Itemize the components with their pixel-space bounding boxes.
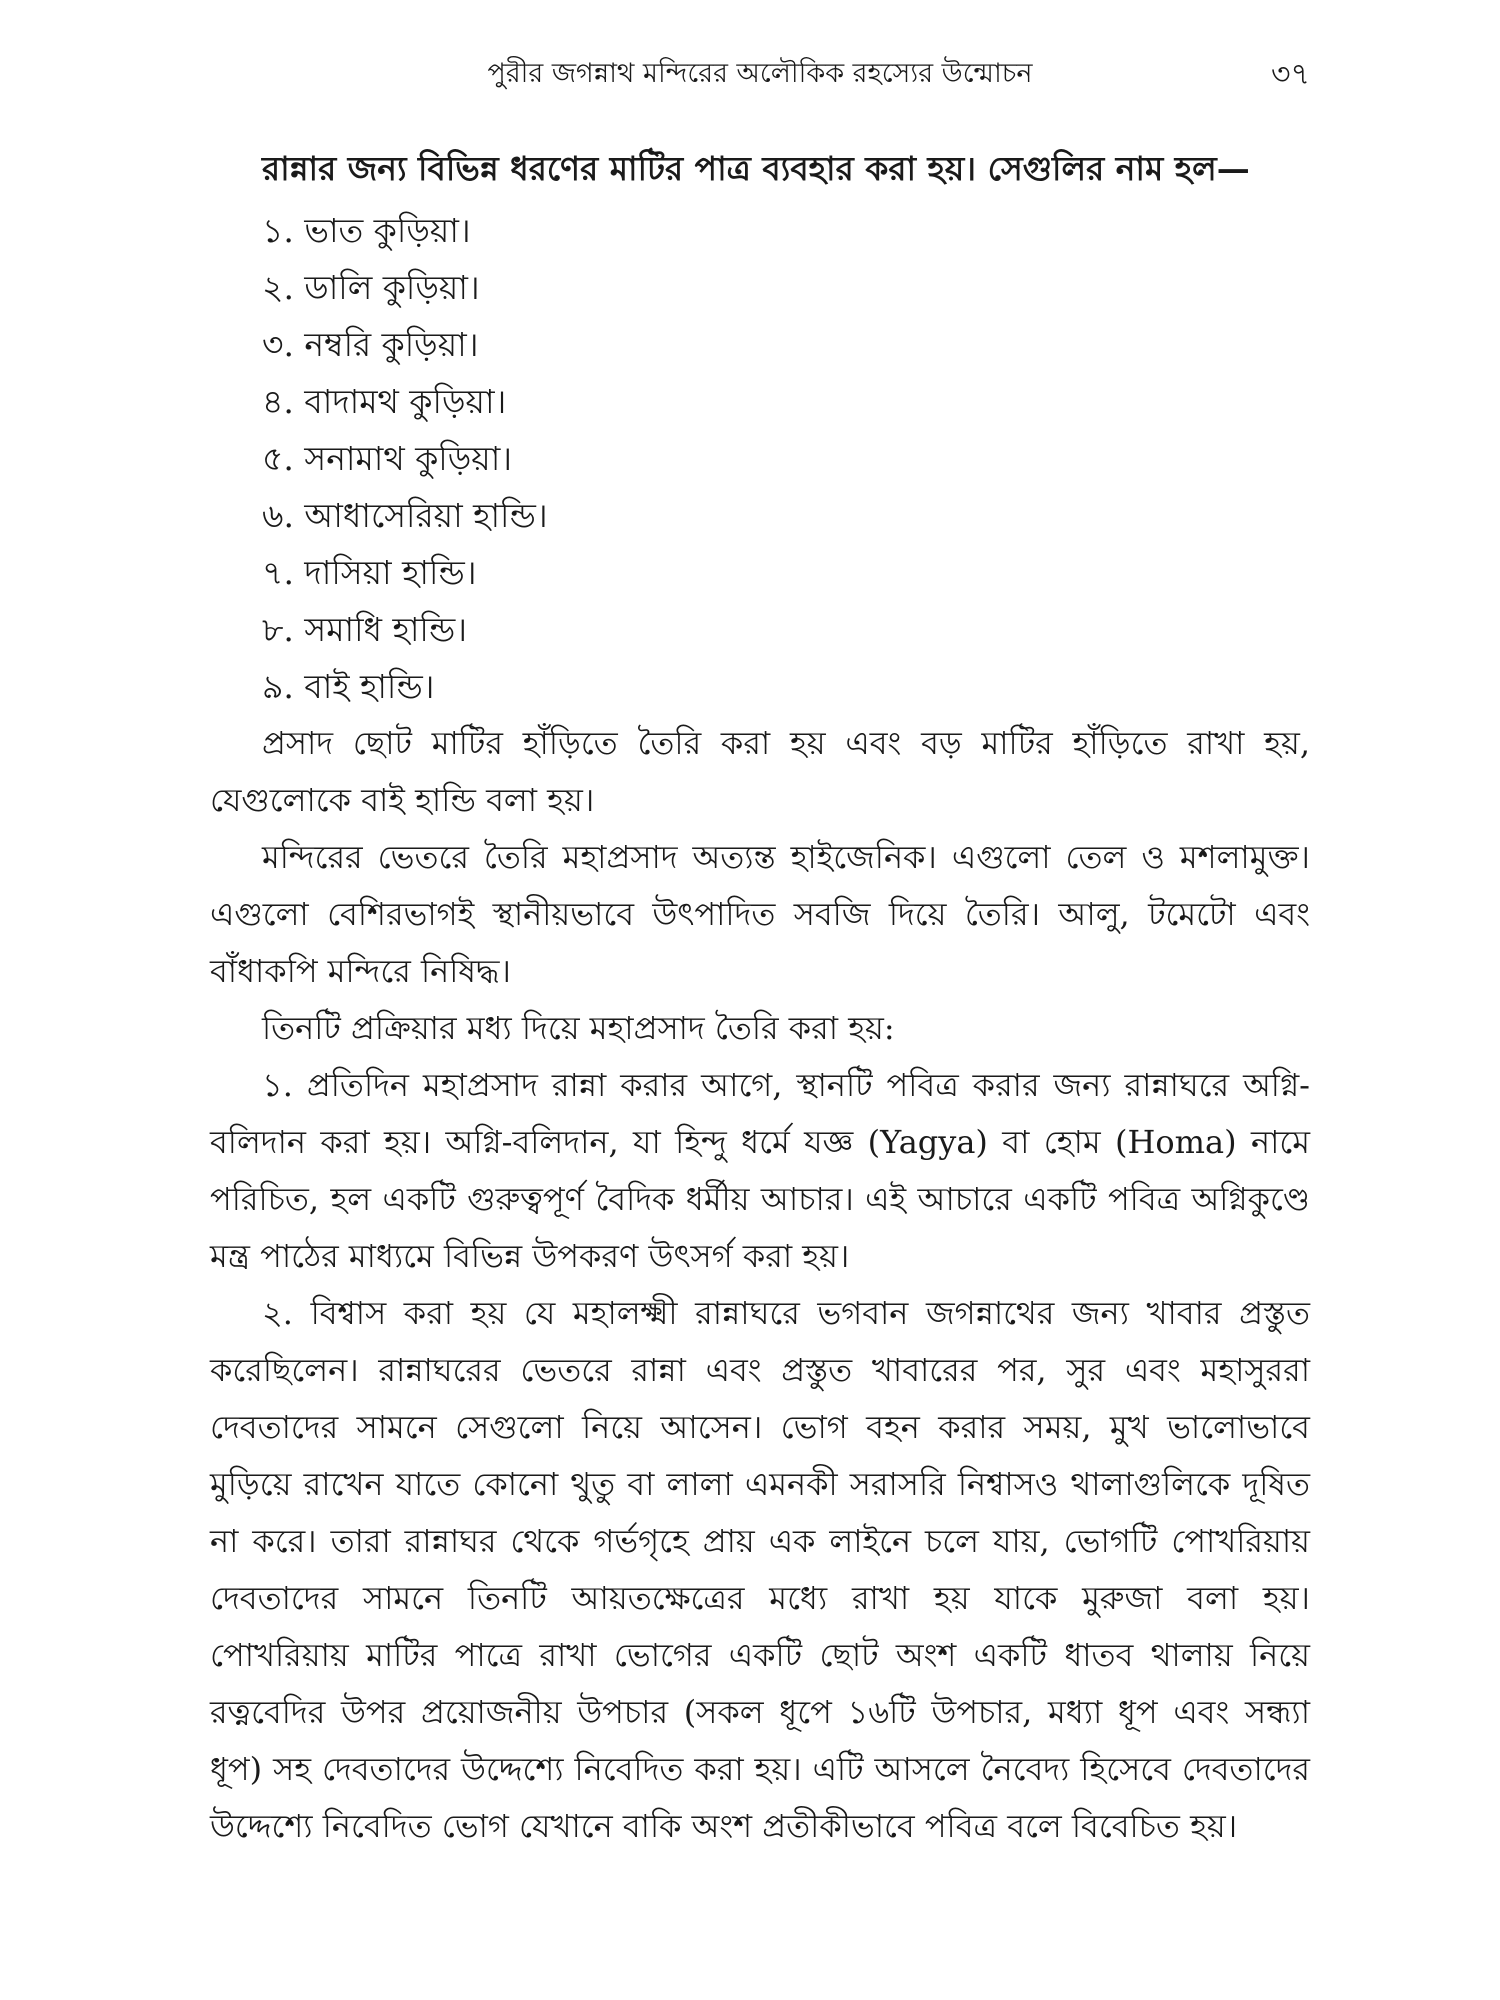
page-content	[210, 140, 1310, 1855]
page-number: ৩৭	[1270, 56, 1310, 92]
pot-list	[210, 202, 1310, 715]
body-paragraph: প্রসাদ ছোট মাটির হাঁড়িতে তৈরি করা হয় এবং বড় মাটির হাঁড়িতে রাখা হয়, যেগুলোকে বাই হান্ডি বলা হয়।	[210, 724, 1310, 819]
body-paragraph: ২. বিশ্বাস করা হয় যে মহালক্ষ্মী রান্নাঘরে ভগবান জগন্নাথের জন্য খাবার প্রস্তুত করেছিলেন। রান্নাঘরের ভেতরে রান্না এবং প্রস্তুত খাবারের পর, সুর এবং মহাসুররা দেবতাদের সামনে সেগুলো নিয়ে আসেন। ভোগ বহন করার সময়, মুখ ভালোভাবে মুড়িয়ে রাখেন যাতে কোনো থুতু বা লালা এমনকী সরাসরি নিশ্বাসও থালাগুলিকে দূষিত না করে। তারা রান্নাঘর থেকে গর্ভগৃহে প্রায় এক লাইনে চলে যায়, ভোগটি পোখরিয়ায় দেবতাদের সামনে তিনটি আয়তক্ষেত্রের মধ্যে রাখা হয় যাকে মুরুজা বলা হয়। পোখরিয়ায় মাটির পাত্রে রাখা ভোগের একটি ছোট অংশ একটি ধাতব থালায় নিয়ে রত্নবেদির উপর প্রয়োজনীয় উপচার (সকল ধূপে ১৬টি উপচার, মধ্যা ধূপ এবং সন্ধ্যা ধূপ) সহ দেবতাদের উদ্দেশ্যে নিবেদিত করা হয়। এটি আসলে নৈবেদ্য হিসেবে দেবতাদের উদ্দেশ্যে নিবেদিত ভোগ যেখানে বাকি অংশ প্রতীকীভাবে পবিত্র বলে বিবেচিত হয়।	[210, 1294, 1310, 1845]
list-item: ৫. সনামাথ কুড়িয়া।	[262, 439, 513, 478]
list-item: ১. ভাত কুড়িয়া।	[262, 211, 471, 250]
list-item: ৮. সমাধি হান্ডি।	[262, 610, 468, 649]
list-item: ৩. নম্বরি কুড়িয়া।	[262, 325, 479, 364]
list-item: ৯. বাই হান্ডি।	[262, 667, 435, 706]
list-item: ৪. বাদামথ কুড়িয়া।	[262, 382, 507, 421]
body-paragraph: ১. প্রতিদিন মহাপ্রসাদ রান্না করার আগে, স্থানটি পবিত্র করার জন্য রান্নাঘরে অগ্নি-বলিদান করা হয়। অগ্নি-বলিদান, যা হিন্দু ধর্মে যজ্ঞ (Yagya) বা হোম (Homa) নামে পরিচিত, হল একটি গুরুত্বপূর্ণ বৈদিক ধর্মীয় আচার। এই আচারে একটি পবিত্র অগ্নিকুণ্ডে মন্ত্র পাঠের মাধ্যমে বিভিন্ন উপকরণ উৎসর্গ করা হয়।	[210, 1066, 1310, 1275]
list-item: ২. ডালি কুড়িয়া।	[262, 268, 480, 307]
running-header: পুরীর জগন্নাথ মন্দিরের অলৌকিক রহস্যের উন্মোচন	[487, 57, 1033, 89]
lead-paragraph: রান্নার জন্য বিভিন্ন ধরণের মাটির পাত্র ব্যবহার করা হয়। সেগুলির নাম হল—	[262, 149, 1250, 188]
body-paragraph: মন্দিরের ভেতরে তৈরি মহাপ্রসাদ অত্যন্ত হাইজেনিক। এগুলো তেল ও মশলামুক্ত। এগুলো বেশিরভাগই স্থানীয়ভাবে উৎপাদিত সবজি দিয়ে তৈরি। আলু, টমেটো এবং বাঁধাকপি মন্দিরে নিষিদ্ধ।	[210, 838, 1310, 990]
list-item: ৭. দাসিয়া হান্ডি।	[262, 553, 477, 592]
body-paragraph: তিনটি প্রক্রিয়ার মধ্য দিয়ে মহাপ্রসাদ তৈরি করা হয়:	[262, 1009, 895, 1047]
list-item: ৬. আধাসেরিয়া হান্ডি।	[262, 496, 548, 535]
